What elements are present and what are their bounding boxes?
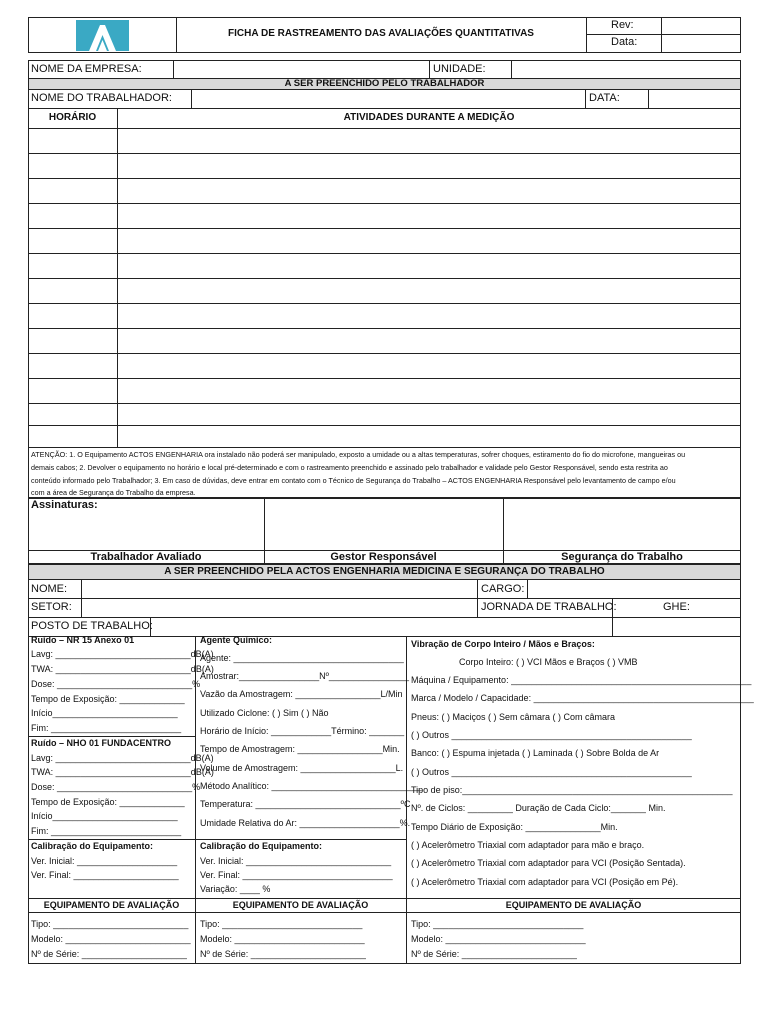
- unidade-field[interactable]: [512, 61, 740, 77]
- equipment-col1-line[interactable]: Tipo: ___________________________: [31, 919, 189, 929]
- chemical-line[interactable]: Agente: __________________________________: [200, 653, 404, 663]
- empresa-field[interactable]: [174, 61, 428, 77]
- row-divider: [28, 898, 741, 899]
- chemical-line[interactable]: Horário de Início: ____________Término: _______: [200, 726, 405, 736]
- equipment-title: EQUIPAMENTO DE AVALIAÇÃO: [43, 900, 180, 910]
- calib2-title: Calibração do Equipamento:: [200, 841, 323, 851]
- header-divider: [661, 17, 662, 53]
- attention-line: com a área de Segurança do Trabalho da empresa.: [31, 488, 196, 497]
- chemical-line[interactable]: Vazão da Amostragem: _________________L/Min: [200, 689, 403, 699]
- col-atividades: ATIVIDADES DURANTE A MEDIÇÃO: [343, 112, 515, 123]
- chemical-line[interactable]: Utilizado Ciclone: ( ) Sim ( ) Não: [200, 708, 329, 718]
- vibration-line[interactable]: ( ) Acelerômetro Triaxial com adaptador para VCI (Posição em Pé).: [411, 877, 679, 887]
- worker-section-frame: [28, 60, 741, 498]
- table-row: [28, 153, 741, 154]
- empresa-label: NOME DA EMPRESA:: [31, 63, 142, 75]
- attention-line: ATENÇÃO: 1. O Equipamento ACTOS ENGENHARIA ora instalado não poderá ser manipulado, exposto a umidade ou a altas temperaturas, sofrer choques, estiramento do fio do microfone, mangueiras ou: [31, 450, 686, 459]
- signature-safety-field[interactable]: [504, 499, 740, 549]
- noise-nho01-title: Ruído – NHO 01 FUNDACENTRO: [31, 738, 172, 748]
- table-row: [28, 303, 741, 304]
- vibration-line[interactable]: Pneus: ( ) Maciços ( ) Sem câmara ( ) Com câmara: [411, 712, 616, 722]
- table-row: [28, 328, 741, 329]
- noise-nho01-line[interactable]: Lavg: ___________________________dB(A): [31, 753, 214, 763]
- signature-worker-label: Trabalhador Avaliado: [90, 551, 202, 563]
- signature-worker-field[interactable]: [29, 513, 263, 549]
- vibration-line[interactable]: ( ) Outros ________________________________________________: [411, 767, 692, 777]
- calib2-line[interactable]: Ver. Inicial: _____________________________: [200, 856, 392, 866]
- table-row: [28, 425, 741, 426]
- vibration-line[interactable]: ( ) Outros ________________________________________________: [411, 730, 692, 740]
- noise-nr15-line[interactable]: Início_________________________: [31, 708, 178, 718]
- equipment-col2-line[interactable]: Modelo: __________________________: [200, 934, 365, 944]
- noise-nr15-title: Ruído – NR 15 Anexo 01: [31, 635, 135, 645]
- vibration-line[interactable]: Tempo Diário de Exposição: _______________Min.: [411, 822, 618, 832]
- signature-manager-field[interactable]: [265, 499, 502, 549]
- ghe-label: GHE:: [663, 601, 690, 613]
- equipment-col3-line[interactable]: Nº de Série: _______________________: [411, 949, 577, 959]
- noise-nr15-line[interactable]: TWA: ___________________________dB(A): [31, 664, 214, 674]
- equipment-col2-line[interactable]: Nº de Série: _______________________: [200, 949, 366, 959]
- vibration-line[interactable]: ( ) Acelerômetro Triaxial com adaptador para mão e braço.: [411, 840, 645, 850]
- cell-divider: [585, 89, 586, 108]
- vibration-line[interactable]: Tipo de piso:______________________________________________________: [411, 785, 733, 795]
- calib1-line[interactable]: Ver. Inicial: ____________________: [31, 856, 178, 866]
- jornada-label: JORNADA DE TRABALHO:: [481, 601, 617, 613]
- data-field-label: DATA:: [589, 92, 620, 104]
- unidade-label: UNIDADE:: [433, 63, 486, 75]
- table-row: [28, 278, 741, 279]
- attention-line: demais cabos; 2. Devolver o equipamento no horário e local pré-determinado e com o rastreamento preenchido e assinado pelo trabalhador e validade pelo Gestor Responsável, sendo esta restrita ao: [31, 463, 668, 472]
- chemical-line[interactable]: Umidade Relativa do Ar: ____________________%.: [200, 818, 411, 828]
- vibration-line[interactable]: Nº. de Ciclos: _________ Duração de Cada Ciclo:_______ Min.: [411, 803, 666, 813]
- chemical-line[interactable]: Método Analítico: ______________________________: [200, 781, 422, 791]
- equipment-col3-line[interactable]: Tipo: ______________________________: [411, 919, 584, 929]
- trabalhador-label: NOME DO TRABALHADOR:: [31, 92, 172, 104]
- row-divider: [195, 839, 406, 840]
- data-label: Data:: [611, 36, 638, 48]
- table-row: [28, 178, 741, 179]
- table-row: [28, 403, 741, 404]
- equipment-col2-line[interactable]: Tipo: ____________________________: [200, 919, 363, 929]
- signatures-title: Assinaturas:: [31, 499, 98, 511]
- worker-banner-text: A SER PREENCHIDO PELO TRABALHADOR: [284, 78, 485, 89]
- cargo-field[interactable]: [528, 580, 740, 597]
- noise-nr15-line[interactable]: Dose: ___________________________%: [31, 679, 201, 689]
- nome-label: NOME:: [31, 583, 68, 595]
- header-divider: [586, 34, 741, 35]
- rev-label: Rev:: [611, 19, 634, 31]
- chemical-line[interactable]: Volume de Amostragem: ___________________L.: [200, 763, 404, 773]
- noise-nho01-line[interactable]: Início_________________________: [31, 811, 178, 821]
- cell-divider: [477, 579, 478, 617]
- attention-line: conteúdo informado pelo Trabalhador; 3. Em caso de dúvidas, deve entrar em contato com o Técnico de Segurança do Trabalho – ACTOS ENGENHARIA Responsável pelo levantamento de campo e/ou: [31, 476, 676, 485]
- chemical-line[interactable]: Amostrar:________________Nº________________: [200, 671, 409, 681]
- vibration-line[interactable]: Corpo Inteiro: ( ) VCI Mãos e Braços ( ) VMB: [459, 657, 638, 667]
- row-divider: [28, 839, 195, 840]
- calib1-line[interactable]: Ver. Final: _____________________: [31, 870, 179, 880]
- table-row: [28, 253, 741, 254]
- row-divider: [28, 128, 741, 129]
- row-divider: [28, 736, 195, 737]
- trabalhador-field[interactable]: [192, 90, 584, 107]
- noise-nho01-line[interactable]: Fim: __________________________: [31, 826, 182, 836]
- vibration-title: Vibração de Corpo Inteiro / Mãos e Braços:: [411, 639, 595, 649]
- table-row: [28, 353, 741, 354]
- setor-label: SETOR:: [31, 601, 72, 613]
- noise-nho01-line[interactable]: TWA: ___________________________dB(A): [31, 767, 214, 777]
- equipment-title: EQUIPAMENTO DE AVALIAÇÃO: [232, 900, 369, 910]
- calib2-line[interactable]: Ver. Final: ______________________________: [200, 870, 393, 880]
- setor-field[interactable]: [82, 599, 476, 616]
- nome-field[interactable]: [82, 580, 476, 597]
- row-divider: [28, 636, 741, 637]
- noise-nr15-line[interactable]: Lavg: ___________________________dB(A): [31, 649, 214, 659]
- noise-nho01-line[interactable]: Dose: ___________________________%: [31, 782, 201, 792]
- vibration-line[interactable]: Marca / Modelo / Capacidade: ____________________________________________: [411, 693, 754, 703]
- equipment-title: EQUIPAMENTO DE AVALIAÇÃO: [505, 900, 642, 910]
- form-title: FICHA DE RASTREAMENTO DAS AVALIAÇÕES QUANTITATIVAS: [228, 28, 534, 39]
- actos-banner-text: A SER PREENCHIDO PELA ACTOS ENGENHARIA MEDICINA E SEGURANÇA DO TRABALHO: [164, 566, 605, 577]
- chemical-title: Agente Químico:: [200, 635, 273, 645]
- calib2-line[interactable]: Variação: ____ %: [200, 884, 271, 894]
- cargo-label: CARGO:: [481, 583, 525, 595]
- col-horario: HORÁRIO: [48, 112, 97, 123]
- table-row: [28, 228, 741, 229]
- header-divider: [586, 17, 587, 53]
- row-divider: [28, 108, 741, 109]
- cell-divider: [429, 60, 430, 78]
- posto-label: POSTO DE TRABALHO:: [31, 620, 153, 632]
- equipment-col1-line[interactable]: Modelo: _________________________: [31, 934, 191, 944]
- table-row: [28, 203, 741, 204]
- signature-safety-label: Segurança do Trabalho: [561, 551, 683, 563]
- data-field[interactable]: [649, 90, 740, 107]
- noise-nr15-line[interactable]: Tempo de Exposição: _____________: [31, 694, 185, 704]
- noise-nr15-line[interactable]: Fim: __________________________: [31, 723, 182, 733]
- chemical-line[interactable]: Temperatura: _____________________________ºC: [200, 799, 411, 809]
- vibration-line[interactable]: Máquina / Equipamento: ________________________________________________: [411, 675, 752, 685]
- equipment-col3-line[interactable]: Modelo: ____________________________: [411, 934, 586, 944]
- vibration-line[interactable]: Banco: ( ) Espuma injetada ( ) Laminada ( ) Sobre Bolda de Ar: [411, 748, 660, 758]
- equipment-col1-line[interactable]: Nº de Série: _____________________: [31, 949, 187, 959]
- vibration-line[interactable]: ( ) Acelerômetro Triaxial com adaptador para VCI (Posição Sentada).: [411, 858, 686, 868]
- posto-field[interactable]: [151, 618, 611, 635]
- table-row: [28, 447, 741, 448]
- signature-manager-label: Gestor Responsável: [330, 551, 437, 563]
- noise-nho01-line[interactable]: Tempo de Exposição: _____________: [31, 797, 185, 807]
- row-divider: [28, 912, 741, 913]
- calib1-title: Calibração do Equipamento:: [31, 841, 154, 851]
- table-row: [28, 378, 741, 379]
- actos-logo: [76, 20, 129, 51]
- chemical-line[interactable]: Tempo de Amostragem: _________________Min.: [200, 744, 400, 754]
